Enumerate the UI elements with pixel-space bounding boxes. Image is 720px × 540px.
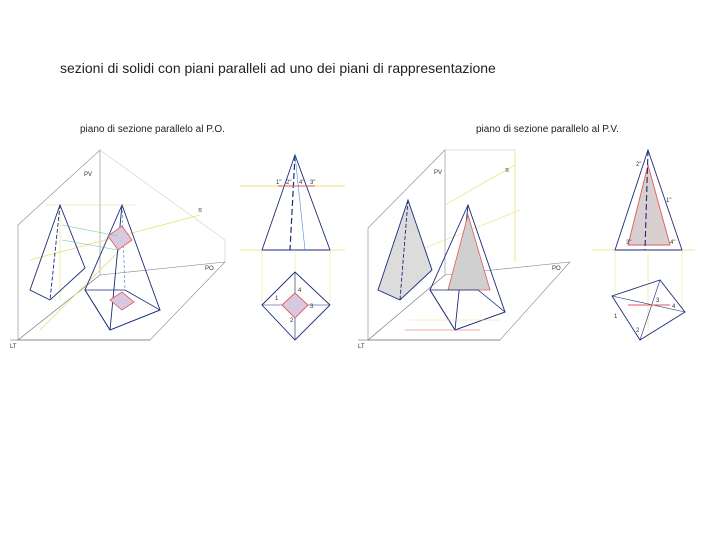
pt-bottom-3: 3 xyxy=(310,304,314,310)
pt-bottom-1-right: 1 xyxy=(614,314,618,320)
page-title: sezioni di solidi con piani paralleli ad uno dei piani di rappresentazione xyxy=(60,60,496,76)
pi-label: π xyxy=(198,208,203,214)
pv-label-right: PV xyxy=(434,170,443,176)
pt-bottom-2: 2 xyxy=(290,318,294,324)
pi-label-right: π xyxy=(505,168,510,174)
right-orthographic-drawing xyxy=(592,150,695,340)
pt-top-2: 2" xyxy=(286,180,292,186)
pt-bottom-2-right: 2 xyxy=(636,328,640,334)
right-axonometric-drawing xyxy=(358,150,570,350)
pt-bottom-4: 4 xyxy=(298,288,302,294)
left-axonometric-drawing xyxy=(10,150,225,350)
pt-bottom-4-right: 4 xyxy=(672,304,676,310)
left-panel-heading: piano di sezione parallelo al P.O. xyxy=(80,124,225,135)
pt-top-4-right: 4" xyxy=(670,240,676,246)
pt-bottom-3-right: 3 xyxy=(656,298,660,304)
pt-bottom-1: 1 xyxy=(275,296,279,302)
lt-label: LT xyxy=(10,344,17,350)
pt-top-3-right: 3" xyxy=(626,240,632,246)
pt-top-4: 4" xyxy=(299,180,305,186)
pt-top-3: 3" xyxy=(310,180,316,186)
pt-top-1-right: 1" xyxy=(666,198,672,204)
left-orthographic-drawing xyxy=(240,155,345,340)
pv-label: PV xyxy=(84,172,93,178)
lt-label-right: LT xyxy=(358,344,365,350)
po-label-right: PO xyxy=(552,266,561,272)
right-panel-heading: piano di sezione parallelo al P.V. xyxy=(476,124,619,135)
pt-top-1: 1" xyxy=(276,180,282,186)
po-label: PO xyxy=(205,266,214,272)
pt-top-2-right: 2" xyxy=(636,162,642,168)
